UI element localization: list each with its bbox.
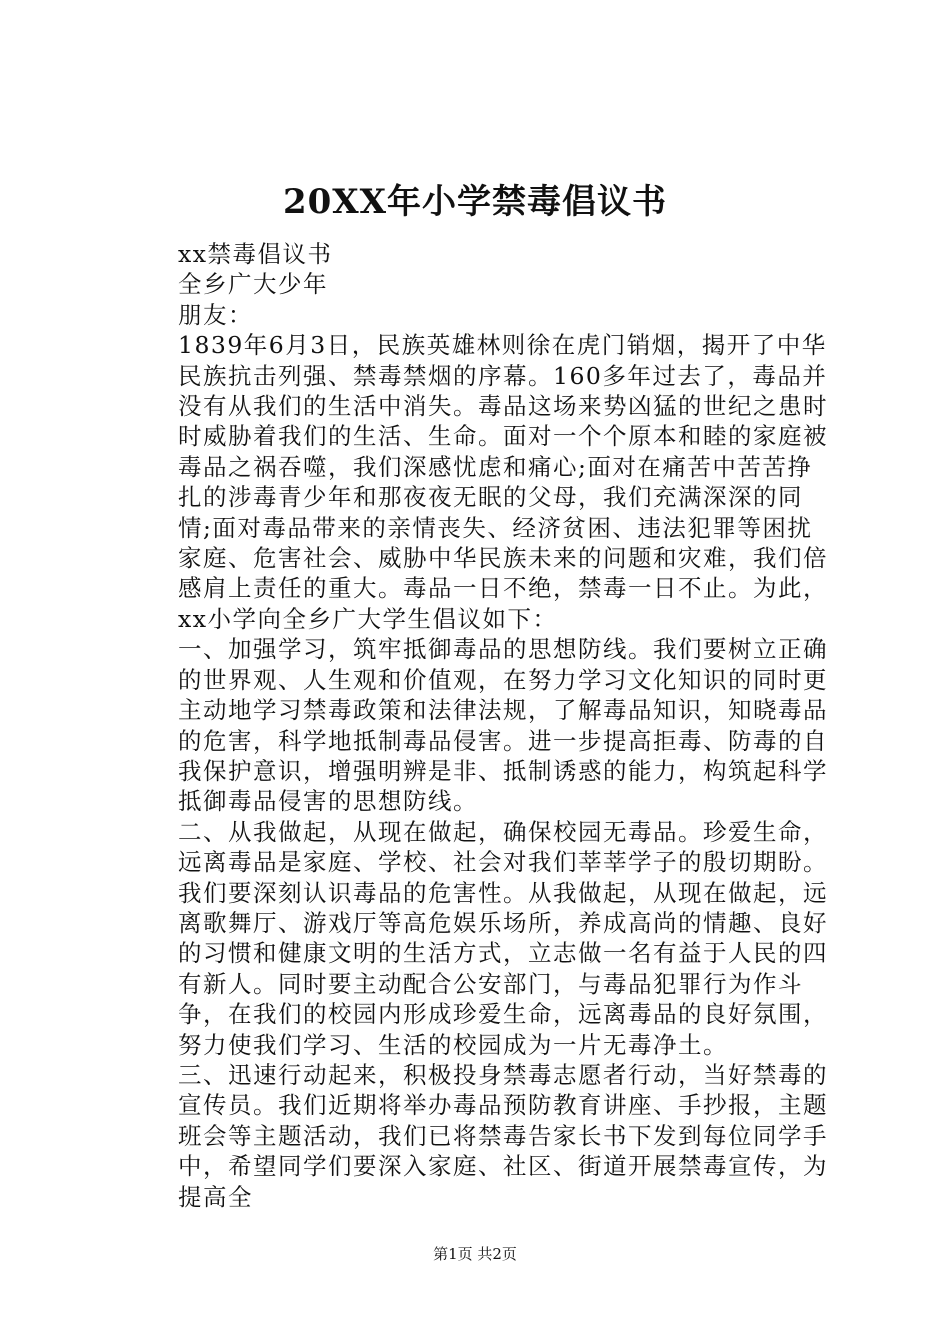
page-footer: 第1页 共2页 bbox=[433, 1245, 517, 1263]
paragraph-text: 二、从我做起，从现在做起，确保校园无毒品。珍爱生命，远离毒品是家庭、学校、社会对我们莘莘学子的殷切期盼。我们要深刻认识毒品的危害性。从我做起，从现在做起，远离歌舞厅、游戏厅等高危娱乐场所，养成高尚的情趣、良好的习惯和健康文明的生活方式，立志做一名有益于人民的四有新人。同时要主动配合公安部门，与毒品犯罪行为作斗争，在我们的校园内形成珍爱生命，远离毒品的良好氛围，努力使我们学习、生活的校园成为一片无毒净土。 bbox=[178, 817, 828, 1059]
paragraph-item-2 bbox=[131, 817, 831, 1060]
document-title: 20XX年小学禁毒倡议书 bbox=[282, 182, 668, 222]
paragraph-text: 三、迅速行动起来，积极投身禁毒志愿者行动，当好禁毒的宣传员。我们近期将举办毒品预防教育讲座、手抄报，主题班会等主题活动，我们已将禁毒告家长书下发到每位同学手中，希望同学们要深入家庭、社区、街道开展禁毒宣传，为提高全 bbox=[178, 1060, 828, 1211]
paragraph-intro bbox=[131, 330, 831, 634]
document-body bbox=[131, 239, 831, 1212]
header-line-friends: 朋友： bbox=[178, 300, 253, 329]
paragraph-item-1 bbox=[131, 634, 831, 816]
header-line-heading: xx禁毒倡议书 bbox=[178, 240, 333, 268]
paragraph-item-3 bbox=[131, 1060, 831, 1212]
header-line-salutation: 全乡广大少年 bbox=[178, 270, 328, 299]
paragraph-text: 1839年6月3日，民族英雄林则徐在虎门销烟，揭开了中华民族抗击列强、禁毒禁烟的序幕。160多年过去了，毒品并没有从我们的生活中消失。毒品这场来势凶猛的世纪之患时时威胁着我们的生活、生命。面对一个个原本和睦的家庭被毒品之祸吞噬，我们深感忧虑和痛心;面对在痛苦中苦苦挣扎的涉毒青少年和那夜夜无眠的父母，我们充满深深的同情;面对毒品带来的亲情丧失、经济贫困、违法犯罪等困扰家庭、危害社会、威胁中华民族未来的问题和灾难，我们倍感肩上责任的重大。毒品一日不绝，禁毒一日不止。为此，xx小学向全乡广大学生倡议如下： bbox=[178, 331, 828, 633]
paragraph-text: 一、加强学习，筑牢抵御毒品的思想防线。我们要树立正确的世界观、人生观和价值观，在努力学习文化知识的同时更主动地学习禁毒政策和法律法规，了解毒品知识，知晓毒品的危害，科学地抵制毒品侵害。进一步提高拒毒、防毒的自我保护意识，增强明辨是非、抵制诱惑的能力，构筑起科学抵御毒品侵害的思想防线。 bbox=[178, 635, 828, 816]
